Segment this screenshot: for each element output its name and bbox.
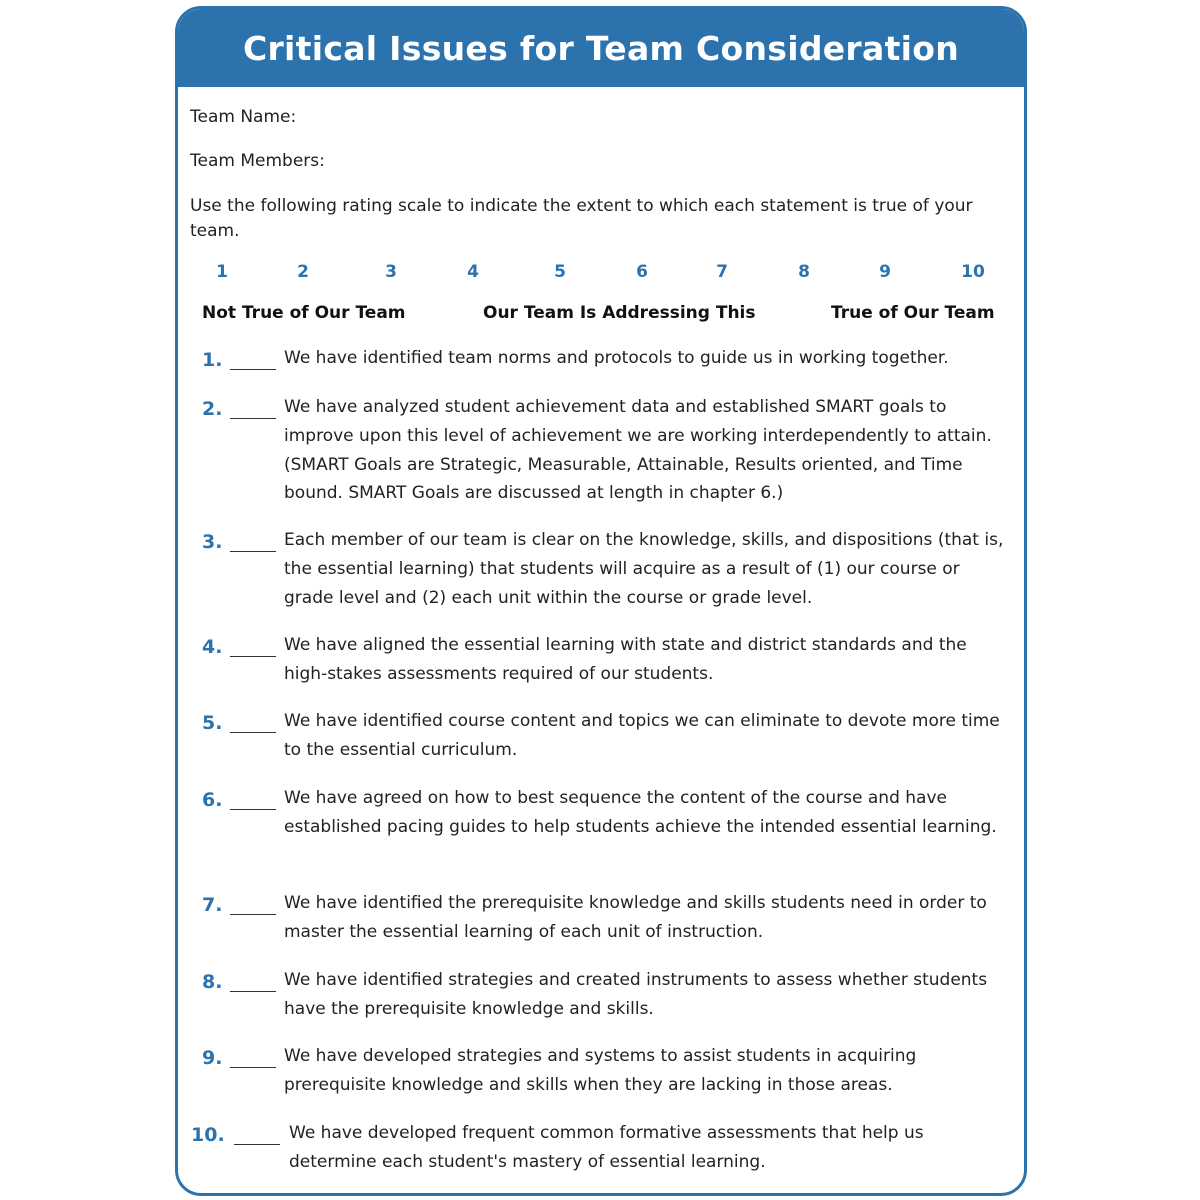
- team-name-label: Team Name:: [190, 107, 297, 127]
- rating-blank[interactable]: [230, 551, 276, 552]
- statement-text: We have identified team norms and protocols to guide us in working together.: [284, 348, 949, 368]
- rating-scale-labels: [178, 303, 1018, 327]
- statement-number: 1.: [202, 349, 223, 371]
- scale-high-label: True of Our Team: [831, 303, 995, 323]
- statement-text: We have identified strategies and created instruments to assess whether students have the prerequisite knowledge and skills.: [284, 970, 988, 1019]
- statement-number: 2.: [202, 398, 223, 420]
- statement-text: Each member of our team is clear on the knowledge, skills, and dispositions (that is, the essential learning) that students will acquire as a result of (1) our course or grade level and (2) each unit within the course or grade level.: [284, 530, 1004, 608]
- rating-blank[interactable]: [230, 1067, 276, 1068]
- title-bar: [178, 9, 1024, 87]
- scale-number: 6: [636, 262, 648, 282]
- statement-text: We have aligned the essential learning with state and district standards and the high-stakes assessments required of our students.: [284, 635, 967, 684]
- statement-number: 6.: [202, 789, 223, 811]
- rating-scale-numbers: [178, 262, 1018, 284]
- scale-number: 8: [798, 262, 810, 282]
- statement-text: We have identified course content and topics we can eliminate to devote more time to the essential curriculum.: [284, 711, 1000, 760]
- statement-number: 8.: [202, 971, 223, 993]
- scale-number: 7: [716, 262, 728, 282]
- rating-blank[interactable]: [230, 418, 276, 419]
- instructions-text: Use the following rating scale to indicate the extent to which each statement is true of your team.: [190, 196, 973, 241]
- statement-number: 7.: [202, 894, 223, 916]
- statement-number: 9.: [202, 1047, 223, 1069]
- rating-blank[interactable]: [230, 914, 276, 915]
- rating-blank[interactable]: [234, 1144, 280, 1145]
- team-members-label: Team Members:: [190, 151, 325, 171]
- rating-blank[interactable]: [230, 809, 276, 810]
- statement-number: 5.: [202, 712, 223, 734]
- scale-number: 9: [879, 262, 891, 282]
- page-title: Critical Issues for Team Consideration: [242, 28, 960, 68]
- statement-text: We have developed frequent common formative assessments that help us determine each student's mastery of essential learning.: [289, 1123, 924, 1172]
- scale-low-label: Not True of Our Team: [202, 303, 406, 323]
- statement-number: 3.: [202, 531, 223, 553]
- scale-number: 2: [297, 262, 309, 282]
- scale-mid-label: Our Team Is Addressing This: [483, 303, 756, 323]
- statement-text: We have developed strategies and systems to assist students in acquiring prerequisite knowledge and skills when they are lacking in those areas.: [284, 1046, 917, 1095]
- rating-blank[interactable]: [230, 369, 276, 370]
- rating-blank[interactable]: [230, 656, 276, 657]
- statement-number: 10.: [191, 1124, 225, 1146]
- scale-number: 5: [554, 262, 566, 282]
- statement-text: We have identified the prerequisite knowledge and skills students need in order to master the essential learning of each unit of instruction.: [284, 893, 987, 942]
- scale-number: 4: [467, 262, 479, 282]
- statement-number: 4.: [202, 636, 223, 658]
- worksheet-card: [175, 6, 1027, 1196]
- rating-blank[interactable]: [230, 732, 276, 733]
- rating-blank[interactable]: [230, 991, 276, 992]
- scale-number: 10: [961, 262, 985, 282]
- statement-text: We have analyzed student achievement data and established SMART goals to improve upon this level of achievement we are working interdependently to attain. (SMART Goals are Strategic, Measurable, Attainable, Results oriented, and Time bound. SMART Goals are discussed at length in chapter 6.): [284, 397, 992, 504]
- scale-number: 3: [385, 262, 397, 282]
- statement-text: We have agreed on how to best sequence the content of the course and have established pacing guides to help students achieve the intended essential learning.: [284, 788, 997, 837]
- scale-number: 1: [216, 262, 228, 282]
